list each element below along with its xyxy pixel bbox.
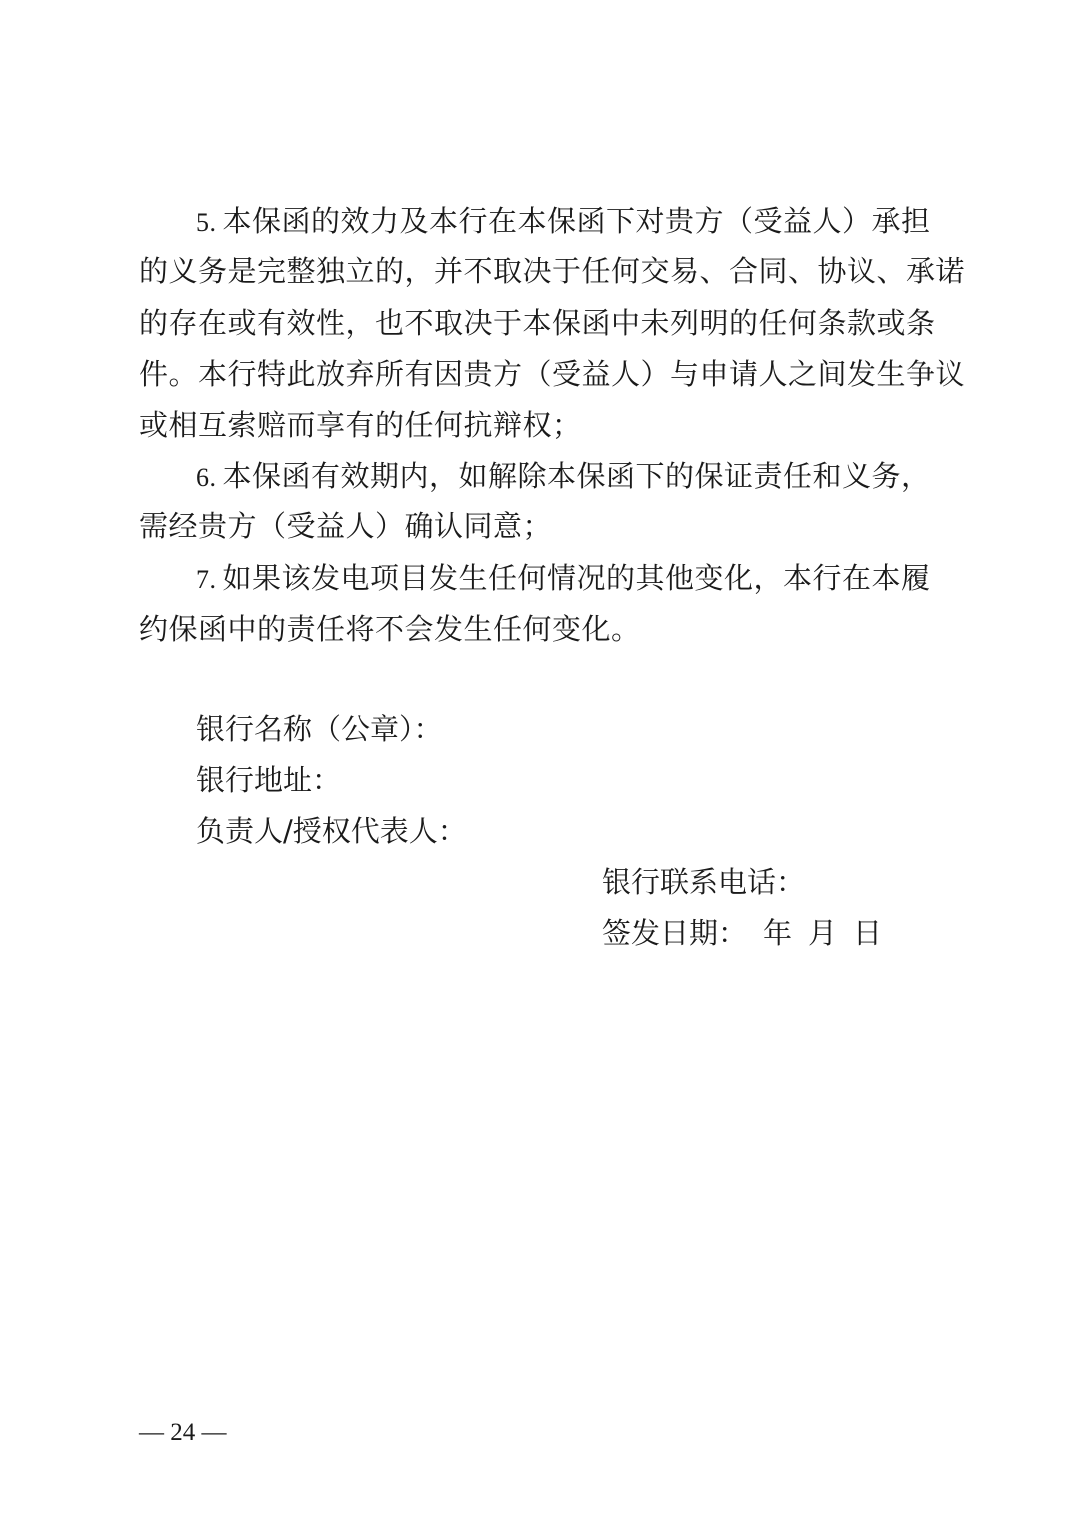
clause-7-first-line [196,553,931,603]
representative-label: 负责人/授权代表人： [196,814,467,848]
issue-date-line [602,908,882,958]
clause-7-number: 7. [196,565,217,594]
clause-5-number: 5. [196,208,217,237]
page-number: — 24 — [139,1419,227,1446]
clause-5-text: 本保函的效力及本行在本保函下对贵方（受益人）承担 [222,204,931,238]
clause-5-line-3: 的存在或有效性，也不取决于本保函中未列明的任何条款或条 [139,306,936,340]
day-label: 日 [853,916,883,950]
bank-name-label: 银行名称（公章）： [196,712,443,746]
clause-6-number: 6. [196,463,217,492]
clause-7-line-2: 约保函中的责任将不会发生任何变化。 [139,612,641,646]
clause-6-text: 本保函有效期内，如解除本保函下的保证责任和义务， [222,459,931,493]
bank-address-label: 银行地址： [196,763,342,797]
clause-5-line-5: 或相互索赔而享有的任何抗辩权； [139,408,582,442]
clause-6-first-line [196,451,931,501]
month-label: 月 [808,916,838,950]
bank-phone-label: 银行联系电话： [602,865,806,899]
issue-date-label: 签发日期： [602,916,748,950]
clause-6-line-2: 需经贵方（受益人）确认同意； [139,509,553,543]
clause-5-line-2: 的义务是完整独立的，并不取决于任何交易、合同、协议、承诺 [139,254,966,288]
clause-7-text: 如果该发电项目发生任何情况的其他变化，本行在本履 [222,561,931,595]
clause-5-line-4: 件。本行特此放弃所有因贵方（受益人）与申请人之间发生争议 [139,357,966,391]
year-label: 年 [763,916,793,950]
clause-5-first-line [196,196,931,246]
